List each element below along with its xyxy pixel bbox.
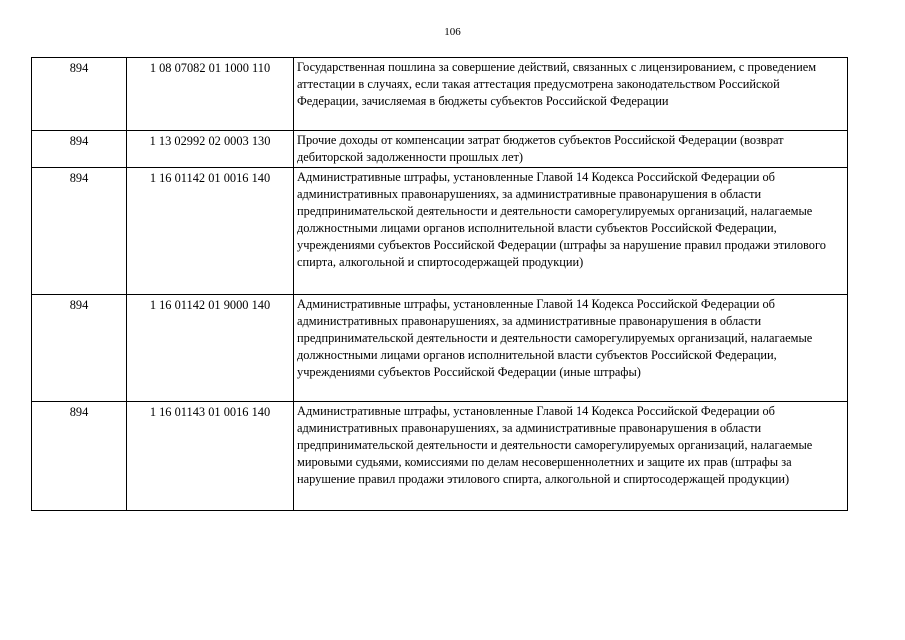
description-cell: Прочие доходы от компенсации затрат бюджетов субъектов Российской Федерации (возврат дебиторской задолженности прошлых лет) (294, 131, 848, 168)
page-number: 106 (444, 26, 461, 38)
budget-code-cell: 1 16 01142 01 0016 140 (127, 168, 294, 295)
admin-code-cell: 894 (32, 402, 127, 511)
table-row (32, 131, 848, 168)
budget-code-cell: 1 13 02992 02 0003 130 (127, 131, 294, 168)
revenue-codes-table (31, 57, 848, 511)
description-cell: Административные штрафы, установленные Главой 14 Кодекса Российской Федерации об административных правонарушениях, за административные правонарушения в области предпринимательской деятельности и деятельности саморегулируемых организаций, налагаемые мировыми судьями, комиссиями по делам несовершеннолетних и защите их прав (штрафы за нарушение правил продажи этилового спирта, алкогольной и спиртосодержащей продукции) (294, 402, 848, 511)
admin-code-cell: 894 (32, 131, 127, 168)
admin-code-cell: 894 (32, 295, 127, 402)
table-row (32, 295, 848, 402)
table-row (32, 168, 848, 295)
budget-code-cell: 1 08 07082 01 1000 110 (127, 58, 294, 131)
admin-code-cell: 894 (32, 58, 127, 131)
budget-code-cell: 1 16 01142 01 9000 140 (127, 295, 294, 402)
table-row (32, 58, 848, 131)
budget-code-cell: 1 16 01143 01 0016 140 (127, 402, 294, 511)
table-row (32, 402, 848, 511)
admin-code-cell: 894 (32, 168, 127, 295)
description-cell: Административные штрафы, установленные Главой 14 Кодекса Российской Федерации об административных правонарушениях, за административные правонарушения в области предпринимательской деятельности и деятельности саморегулируемых организаций, налагаемые должностными лицами органов исполнительной власти субъектов Российской Федерации, учреждениями субъектов Российской Федерации (иные штрафы) (294, 295, 848, 402)
description-cell: Административные штрафы, установленные Главой 14 Кодекса Российской Федерации об административных правонарушениях, за административные правонарушения в области предпринимательской деятельности и деятельности саморегулируемых организаций, налагаемые должностными лицами органов исполнительной власти субъектов Российской Федерации, учреждениями субъектов Российской Федерации (штрафы за нарушение правил продажи этилового спирта, алкогольной и спиртосодержащей продукции) (294, 168, 848, 295)
description-cell: Государственная пошлина за совершение действий, связанных с лицензированием, с проведением аттестации в случаях, если такая аттестация предусмотрена законодательством Российской Федерации, зачисляемая в бюджеты субъектов Российской Федерации (294, 58, 848, 131)
